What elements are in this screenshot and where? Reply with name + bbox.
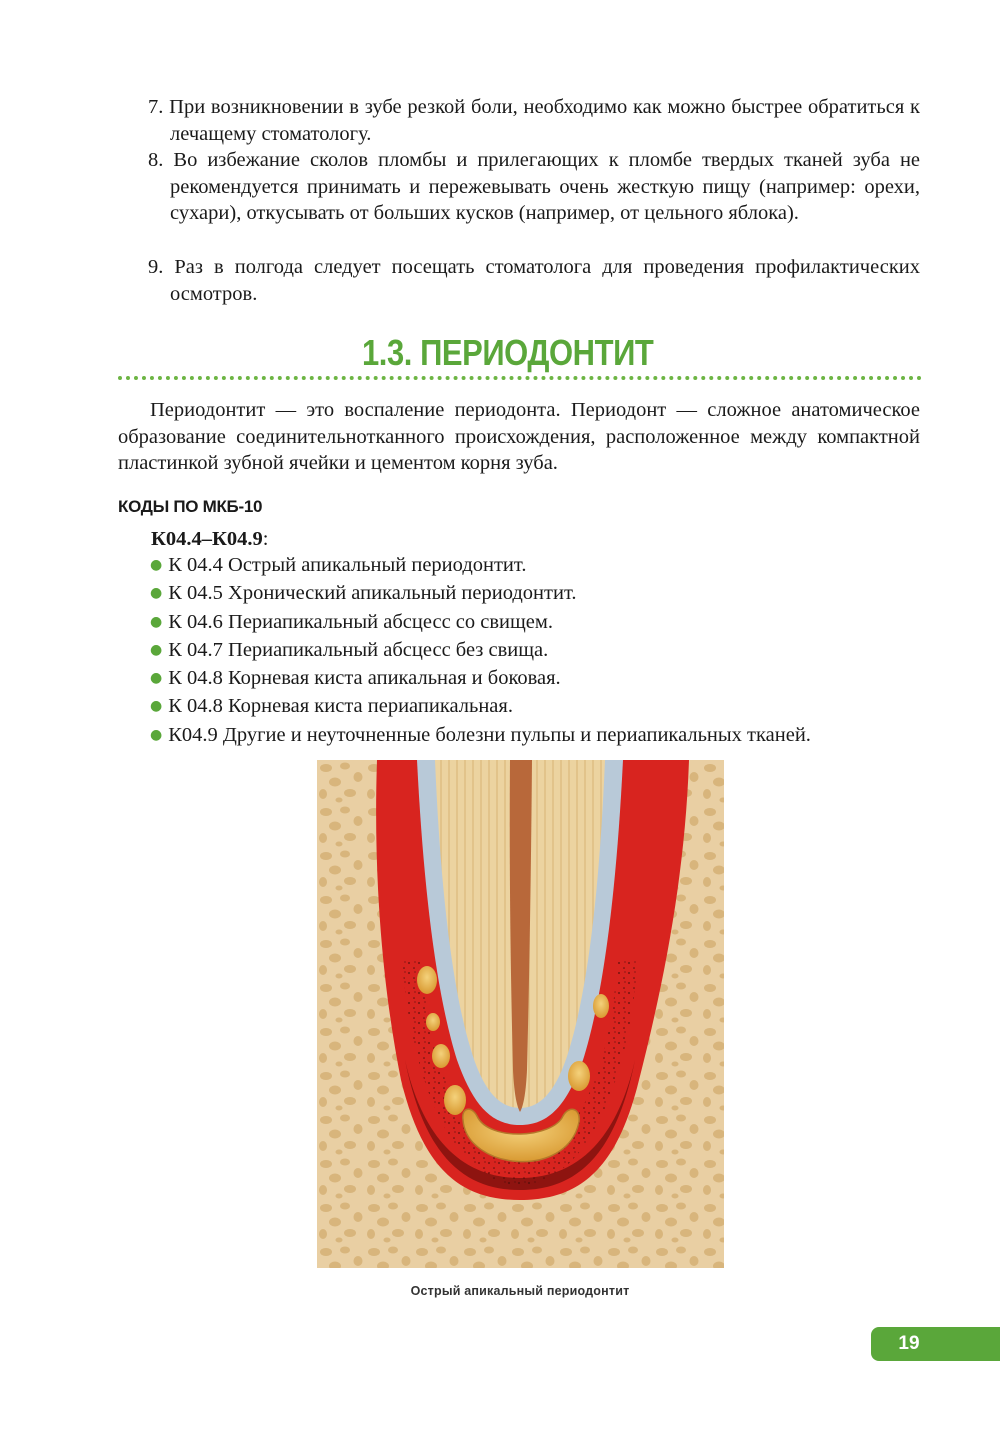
bullet-icon: ● <box>150 585 163 602</box>
pus-focus <box>432 1044 450 1068</box>
bullet-icon: ● <box>150 557 163 573</box>
section-title: 1.3. ПЕРИОДОНТИТ <box>361 332 654 373</box>
recommendation-number: 7. <box>148 96 164 118</box>
recommendation-text: Раз в полгода следует посещать стоматолога для проведения профилактических осмотров. <box>170 256 921 305</box>
periodontitis-figure <box>317 760 724 1268</box>
recommendation-text: При возникновении в зубе резкой боли, необходимо как можно быстрее обратиться к лечащему стоматологу. <box>169 96 920 145</box>
icd-code-item <box>150 693 811 721</box>
icd-code-list <box>150 552 811 750</box>
icd-range-value: К04.4–К04.9 <box>151 528 263 550</box>
section-divider <box>118 376 922 380</box>
icd-code-item <box>150 637 811 665</box>
icd-code-text: К 04.6 Периапикальный абсцесс со свищем. <box>168 610 553 633</box>
pus-focus <box>593 994 609 1018</box>
icd-code-text: К 04.5 Хронический апикальный периодонтит. <box>168 582 577 605</box>
recommendation-item-8 <box>148 147 920 227</box>
icd-code-text: К 04.7 Периапикальный абсцесс без свища. <box>168 638 549 661</box>
recommendation-number: 9. <box>148 256 164 278</box>
pus-focus <box>417 966 437 994</box>
bullet-icon: ● <box>150 613 163 630</box>
recommendation-item-9 <box>148 254 920 307</box>
icd-code-text: К 04.4 Острый апикальный периодонтит. <box>168 554 527 576</box>
pus-focus <box>444 1085 466 1115</box>
icd-range <box>151 526 268 552</box>
recommendation-item-7 <box>148 94 920 147</box>
icd-code-item <box>150 609 811 637</box>
figure-caption: Острый апикальный периодонтит <box>410 1284 630 1298</box>
icd-range-suffix: : <box>262 528 269 550</box>
tooth-root-illustration <box>317 760 724 1268</box>
pus-focus <box>568 1061 590 1091</box>
section-intro: Периодонтит — это воспаление периодонта. Периодонт — сложное анатомическое образование соединительнотканного происхождения, расположенное между компактной пластинкой зубной ячейки и цементом корня зуба. <box>118 399 920 474</box>
icd-code-item <box>150 665 811 693</box>
recommendation-number: 8. <box>148 149 164 171</box>
pus-focus <box>426 1013 440 1031</box>
bullet-icon: ● <box>150 698 163 715</box>
icd-code-item <box>150 580 811 608</box>
icd-heading: КОДЫ ПО МКБ-10 <box>118 497 263 516</box>
icd-code-item <box>150 552 811 580</box>
bullet-icon: ● <box>150 641 163 658</box>
page-number-tab <box>871 1327 1000 1361</box>
recommendation-text: Во избежание сколов пломбы и прилегающих к пломбе твердых тканей зуба не рекомендуется принимать и пережевывать очень жесткую пищу (например: орехи, сухари), откусывать от больших кусков (например, от цельного яблока). <box>170 149 921 224</box>
icd-code-text: К04.9 Другие и неуточненные болезни пульпы и периапикальных тканей. <box>168 723 811 746</box>
bullet-icon: ● <box>150 726 163 743</box>
page-number: 19 <box>898 1333 920 1354</box>
icd-code-item <box>150 722 811 750</box>
icd-code-text: К 04.8 Корневая киста апикальная и боковая. <box>168 667 561 690</box>
bullet-icon: ● <box>150 670 163 687</box>
icd-code-text: К 04.8 Корневая киста периапикальная. <box>168 695 513 718</box>
